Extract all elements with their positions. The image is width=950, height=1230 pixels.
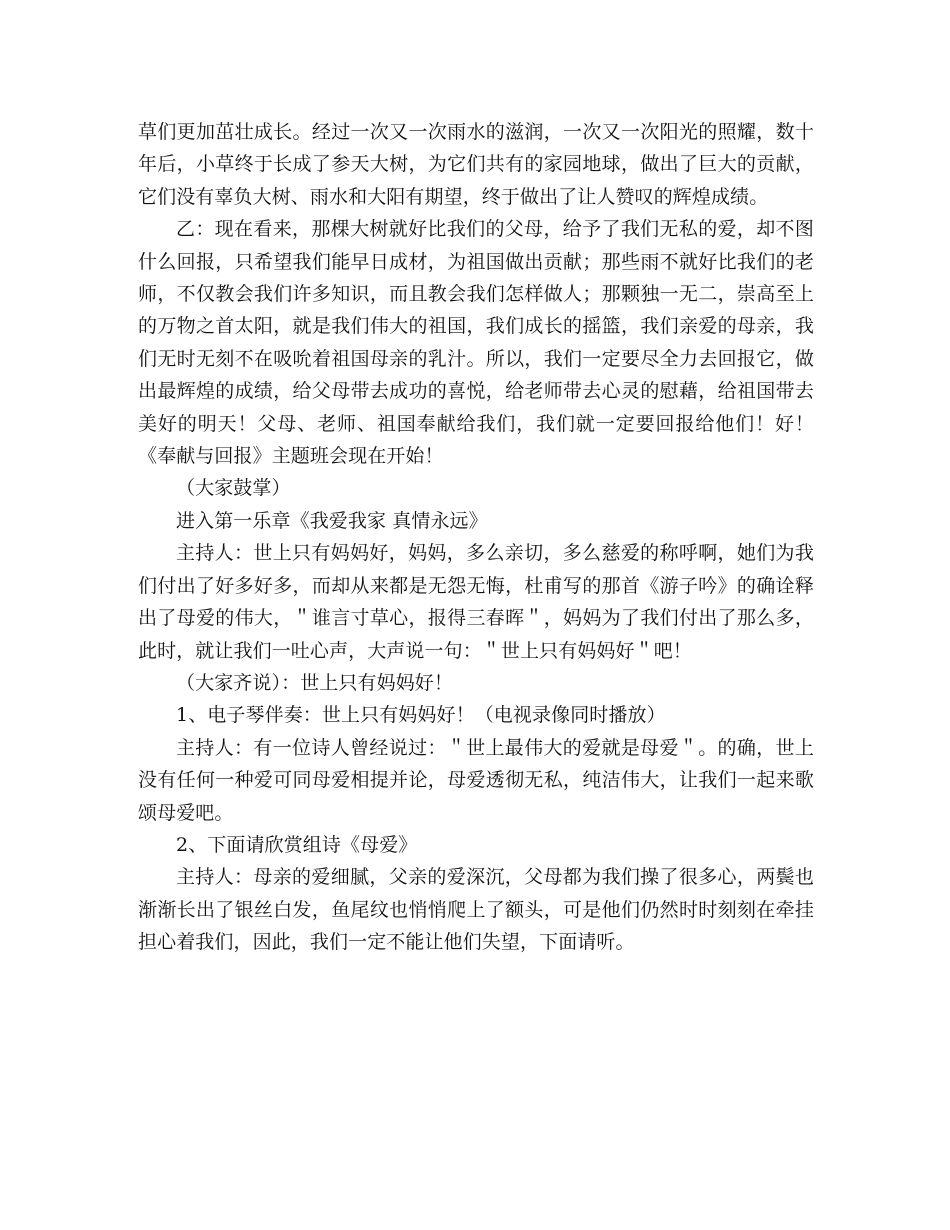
paragraph-item-one: 1、电子琴伴奏：世上只有妈妈好！（电视录像同时播放） bbox=[176, 704, 666, 727]
paragraph-host-mother: 主持人：世上只有妈妈好，妈妈，多么亲切，多么慈爱的称呼啊，她们为我们付出了好多好多，而却从来都是无怨无悔，杜甫写的那首《游子吟》的确诠释出了母爱的伟大，＂谁言寸草心，报得三春晖＂，妈妈为了我们付出了那么多，此时，就让我们一吐心声，大声说一句：＂世上只有妈妈好＂吧！ bbox=[138, 542, 814, 662]
document-body bbox=[138, 116, 814, 959]
paragraph-continuation: 草们更加茁壮成长。经过一次又一次雨水的滋润，一次又一次阳光的照耀，数十年后，小草终于长成了参天大树，为它们共有的家园地球，做出了巨大的贡献，它们没有辜负大树、雨水和大阳有期望，终于做出了让人赞叹的辉煌成绩。 bbox=[138, 121, 814, 208]
paragraph-applause: （大家鼓掌） bbox=[176, 477, 291, 500]
paragraph-chapter-one: 进入第一乐章《我爱我家 真情永远》 bbox=[176, 509, 488, 532]
paragraph-host-poet: 主持人：有一位诗人曾经说过：＂世上最伟大的爱就是母爱＂。的确，世上没有任何一种爱可同母爱相提并论，母爱透彻无私，纯洁伟大，让我们一起来歌颂母爱吧。 bbox=[138, 736, 814, 824]
paragraph-item-two: 2、下面请欣赏组诗《母爱》 bbox=[176, 833, 418, 856]
paragraph-speaker-yi: 乙：现在看来，那棵大树就好比我们的父母，给予了我们无私的爱，却不图什么回报，只希望我们能早日成材，为祖国做出贡献；那些雨不就好比我们的老师，不仅教会我们许多知识，而且教会我们怎样做人；那颗独一无二，崇高至上的万物之首太阳，就是我们伟大的祖国，我们成长的摇篮，我们亲爱的母亲，我们无时无刻不在吸吮着祖国母亲的乳汁。所以，我们一定要尽全力去回报它，做出最辉煌的成绩，给父母带去成功的喜悦，给老师带去心灵的慰藉，给祖国带去美好的明天！父母、老师、祖国奉献给我们，我们就一定要回报给他们！好！《奉献与回报》主题班会现在开始！ bbox=[138, 218, 814, 468]
paragraph-host-parents: 主持人：母亲的爱细腻，父亲的爱深沉，父母都为我们操了很多心，两鬓也渐渐长出了银丝白发，鱼尾纹也悄悄爬上了额头，可是他们仍然时时刻刻在牵挂担心着我们，因此，我们一定不能让他们失望，下面请听。 bbox=[138, 866, 814, 954]
paragraph-all-say: （大家齐说）：世上只有妈妈好！ bbox=[176, 671, 454, 694]
